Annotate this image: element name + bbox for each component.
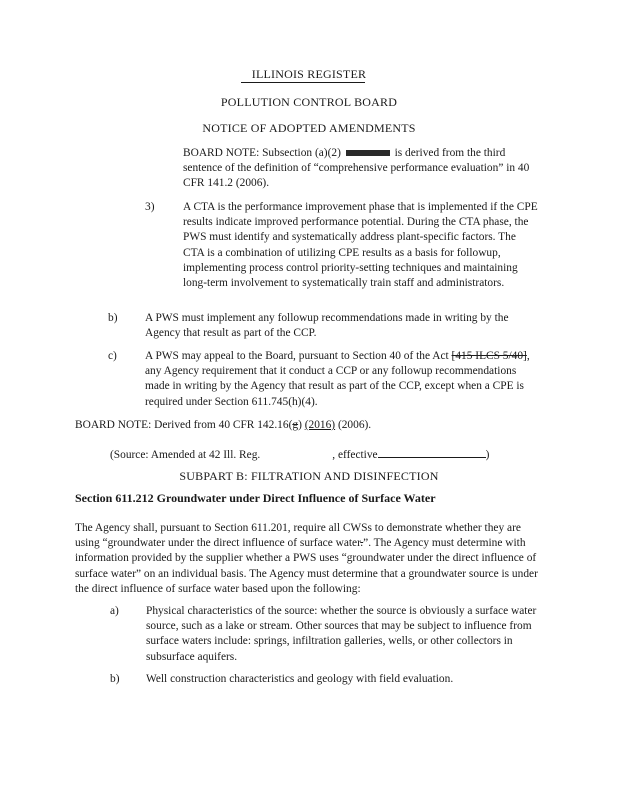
item-a-text: Physical characteristics of the source: whether the source is obviously a surface water source, such as a lake or stream. Other sources that may be subject to influence from surface waters include: springs, infiltration galleries, wells, or other collectors in subsurface aquifers. — [146, 605, 537, 663]
item-b2-text: Well construction characteristics and geology with field evaluation. — [146, 673, 454, 685]
header-underline — [241, 82, 365, 83]
inserted-year: (2016) — [304, 419, 336, 431]
item-c-text: A PWS may appeal to the Board, pursuant to Section 40 of the Act [415 ILCS 5/40], any Agency requirement that it conduct a CCP or any followup recommendations made in writing by the Agency that result as part of the CCP, except when a CPE is required under Section 611.745(h)(4). — [145, 350, 530, 408]
effective-date-blank — [378, 445, 486, 458]
item-c-label: c) — [108, 350, 117, 362]
struck-period: . — [360, 537, 364, 550]
item-b2-label: b) — [110, 673, 120, 685]
intro-paragraph: The Agency shall, pursuant to Section 611.201, require all CWSs to demonstrate whether they are using “groundwater under the direct influence of surface water.”. The Agency must determine with information provided by the supplier whether a PWS uses “groundwater under the direct influence of surface water” on an individual basis. The Agency must determine that a groundwater source is under the direct influence of surface water based upon the following: — [75, 522, 538, 595]
item-3-label: 3) — [145, 201, 155, 213]
item-a-label: a) — [110, 605, 119, 617]
item-b-label: b) — [108, 312, 118, 324]
item-3-text: A CTA is the performance improvement phase that is implemented if the CPE results indicate improved performance potential. During the CTA phase, the PWS must identify and systematically address plant-specific factors. The CTA is a combination of utilizing CPE results as a basis for followup, implementing process control priority-setting techniques and maintaining long-term involvement to systematically train staff and administrators. — [183, 201, 538, 290]
subpart-heading: SUBPART B: FILTRATION AND DISINFECTION — [179, 469, 439, 483]
board-note-derived: BOARD NOTE: Derived from 40 CFR 142.16(g) (2016) (2006). — [75, 419, 372, 431]
struck-citation: [415 ILCS 5/40] — [451, 350, 527, 362]
section-title: Section 611.212 Groundwater under Direct Influence of Surface Water — [75, 491, 436, 505]
board-note-subsection: BOARD NOTE: Subsection (a)(2) is derived from the third sentence of the definition of “comprehensive performance evaluation” in 40 CFR 141.2 (2006). — [183, 147, 530, 190]
item-b-text: A PWS must implement any followup recommendations made in writing by the Agency that result as part of the CCP. — [145, 312, 509, 340]
source-line: (Source: Amended at 42 Ill. Reg. , effective ) — [110, 445, 540, 463]
notice-title: NOTICE OF ADOPTED AMENDMENTS — [202, 121, 416, 135]
redacted-mark — [346, 150, 390, 156]
board-title: POLLUTION CONTROL BOARD — [220, 95, 398, 109]
register-title: ILLINOIS REGISTER — [251, 67, 367, 81]
struck-letter: g — [292, 419, 299, 431]
